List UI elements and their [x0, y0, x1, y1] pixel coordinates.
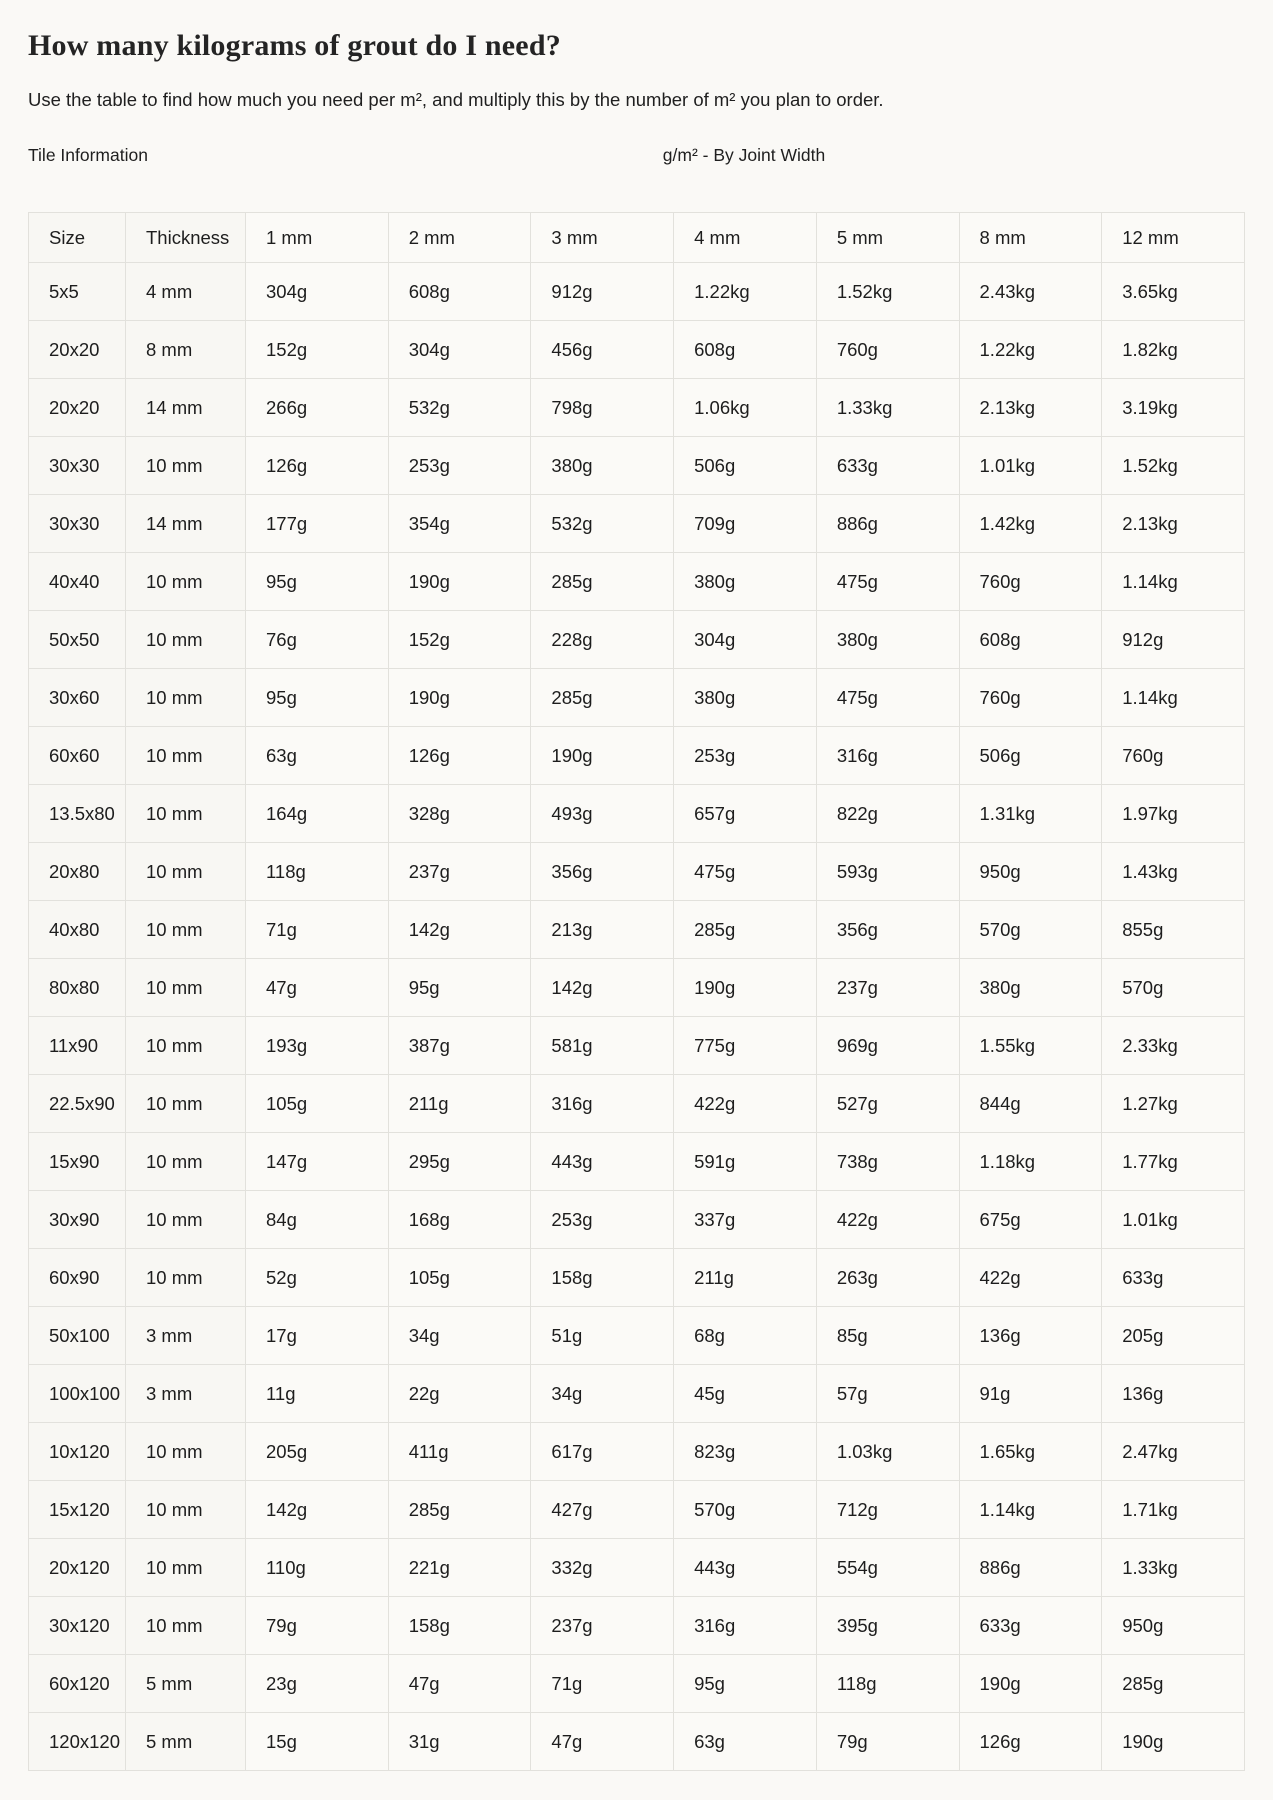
- column-header-3-mm: 3 mm: [531, 213, 674, 263]
- grout-value-cell: 475g: [674, 843, 817, 901]
- grout-value-cell: 328g: [388, 785, 531, 843]
- grout-value-cell: 1.27kg: [1102, 1075, 1245, 1133]
- table-row: [29, 1655, 1245, 1713]
- grout-value-cell: 411g: [388, 1423, 531, 1481]
- table-row: [29, 901, 1245, 959]
- grout-value-cell: 1.33kg: [816, 379, 959, 437]
- grout-value-cell: 190g: [531, 727, 674, 785]
- grout-value-cell: 532g: [388, 379, 531, 437]
- grout-value-cell: 68g: [674, 1307, 817, 1365]
- grout-value-cell: 657g: [674, 785, 817, 843]
- grout-value-cell: 285g: [1102, 1655, 1245, 1713]
- size-cell: 30x120: [29, 1597, 126, 1655]
- thickness-cell: 5 mm: [126, 1713, 246, 1771]
- size-cell: 11x90: [29, 1017, 126, 1075]
- grout-value-cell: 147g: [246, 1133, 389, 1191]
- thickness-cell: 10 mm: [126, 1597, 246, 1655]
- size-cell: 15x90: [29, 1133, 126, 1191]
- grout-value-cell: 1.65kg: [959, 1423, 1102, 1481]
- grout-value-cell: 142g: [531, 959, 674, 1017]
- grout-value-cell: 71g: [246, 901, 389, 959]
- grout-value-cell: 3.19kg: [1102, 379, 1245, 437]
- size-cell: 30x90: [29, 1191, 126, 1249]
- grout-value-cell: 1.01kg: [1102, 1191, 1245, 1249]
- grout-value-cell: 285g: [531, 553, 674, 611]
- grout-value-cell: 775g: [674, 1017, 817, 1075]
- size-cell: 20x20: [29, 379, 126, 437]
- grout-value-cell: 456g: [531, 321, 674, 379]
- grout-value-cell: 45g: [674, 1365, 817, 1423]
- thickness-cell: 3 mm: [126, 1365, 246, 1423]
- thickness-cell: 14 mm: [126, 495, 246, 553]
- thickness-cell: 10 mm: [126, 1133, 246, 1191]
- table-row: [29, 437, 1245, 495]
- grout-value-cell: 47g: [246, 959, 389, 1017]
- table-row: [29, 1481, 1245, 1539]
- size-cell: 13.5x80: [29, 785, 126, 843]
- grout-table-body: [29, 263, 1245, 1771]
- table-row: [29, 1075, 1245, 1133]
- thickness-cell: 10 mm: [126, 843, 246, 901]
- size-cell: 22.5x90: [29, 1075, 126, 1133]
- grout-value-cell: 15g: [246, 1713, 389, 1771]
- table-row: [29, 321, 1245, 379]
- grout-value-cell: 354g: [388, 495, 531, 553]
- grout-value-cell: 1.55kg: [959, 1017, 1102, 1075]
- table-row: [29, 727, 1245, 785]
- thickness-cell: 3 mm: [126, 1307, 246, 1365]
- grout-value-cell: 253g: [388, 437, 531, 495]
- grout-value-cell: 2.13kg: [1102, 495, 1245, 553]
- grout-value-cell: 304g: [246, 263, 389, 321]
- table-row: [29, 1365, 1245, 1423]
- grout-value-cell: 11g: [246, 1365, 389, 1423]
- grout-value-cell: 142g: [246, 1481, 389, 1539]
- grout-value-cell: 422g: [959, 1249, 1102, 1307]
- column-header-thickness: Thickness: [126, 213, 246, 263]
- grout-value-cell: 633g: [816, 437, 959, 495]
- grout-value-cell: 1.03kg: [816, 1423, 959, 1481]
- grout-value-cell: 506g: [959, 727, 1102, 785]
- grout-value-cell: 912g: [531, 263, 674, 321]
- grout-value-cell: 380g: [674, 553, 817, 611]
- grout-value-cell: 709g: [674, 495, 817, 553]
- grout-value-cell: 395g: [816, 1597, 959, 1655]
- grout-value-cell: 126g: [959, 1713, 1102, 1771]
- grout-value-cell: 205g: [1102, 1307, 1245, 1365]
- grout-value-cell: 760g: [959, 553, 1102, 611]
- grout-value-cell: 591g: [674, 1133, 817, 1191]
- thickness-cell: 10 mm: [126, 727, 246, 785]
- size-cell: 30x30: [29, 437, 126, 495]
- grout-value-cell: 593g: [816, 843, 959, 901]
- grout-value-cell: 76g: [246, 611, 389, 669]
- grout-value-cell: 798g: [531, 379, 674, 437]
- column-header-size: Size: [29, 213, 126, 263]
- column-header-2-mm: 2 mm: [388, 213, 531, 263]
- grout-value-cell: 190g: [1102, 1713, 1245, 1771]
- size-cell: 20x80: [29, 843, 126, 901]
- grout-value-cell: 57g: [816, 1365, 959, 1423]
- grout-value-cell: 158g: [388, 1597, 531, 1655]
- size-cell: 30x30: [29, 495, 126, 553]
- thickness-cell: 10 mm: [126, 1481, 246, 1539]
- grout-value-cell: 823g: [674, 1423, 817, 1481]
- grout-value-cell: 950g: [959, 843, 1102, 901]
- size-cell: 20x20: [29, 321, 126, 379]
- size-cell: 50x100: [29, 1307, 126, 1365]
- grout-value-cell: 3.65kg: [1102, 263, 1245, 321]
- grout-value-cell: 380g: [959, 959, 1102, 1017]
- table-row: [29, 553, 1245, 611]
- grout-value-cell: 34g: [388, 1307, 531, 1365]
- grout-value-cell: 356g: [816, 901, 959, 959]
- grout-value-cell: 213g: [531, 901, 674, 959]
- table-captions: [28, 145, 1245, 166]
- thickness-cell: 10 mm: [126, 1423, 246, 1481]
- size-cell: 50x50: [29, 611, 126, 669]
- grout-value-cell: 237g: [388, 843, 531, 901]
- grout-value-cell: 675g: [959, 1191, 1102, 1249]
- grout-value-cell: 380g: [531, 437, 674, 495]
- grout-value-cell: 253g: [531, 1191, 674, 1249]
- grout-value-cell: 152g: [246, 321, 389, 379]
- thickness-cell: 10 mm: [126, 1539, 246, 1597]
- table-row: [29, 843, 1245, 901]
- grout-value-cell: 51g: [531, 1307, 674, 1365]
- table-row: [29, 1249, 1245, 1307]
- thickness-cell: 4 mm: [126, 263, 246, 321]
- grout-value-cell: 1.06kg: [674, 379, 817, 437]
- thickness-cell: 10 mm: [126, 1017, 246, 1075]
- grout-value-cell: 95g: [246, 669, 389, 727]
- grout-value-cell: 1.77kg: [1102, 1133, 1245, 1191]
- grout-value-cell: 337g: [674, 1191, 817, 1249]
- grout-value-cell: 47g: [388, 1655, 531, 1713]
- grout-value-cell: 63g: [674, 1713, 817, 1771]
- page-title: How many kilograms of grout do I need?: [28, 29, 561, 62]
- grout-value-cell: 1.52kg: [1102, 437, 1245, 495]
- column-header-1-mm: 1 mm: [246, 213, 389, 263]
- thickness-cell: 10 mm: [126, 1249, 246, 1307]
- size-cell: 15x120: [29, 1481, 126, 1539]
- thickness-cell: 8 mm: [126, 321, 246, 379]
- grout-value-cell: 118g: [816, 1655, 959, 1713]
- size-cell: 30x60: [29, 669, 126, 727]
- thickness-cell: 10 mm: [126, 901, 246, 959]
- size-cell: 100x100: [29, 1365, 126, 1423]
- grout-value-cell: 570g: [959, 901, 1102, 959]
- grout-value-cell: 886g: [816, 495, 959, 553]
- grout-value-cell: 2.43kg: [959, 263, 1102, 321]
- grout-value-cell: 608g: [674, 321, 817, 379]
- grout-value-cell: 285g: [388, 1481, 531, 1539]
- column-header-8-mm: 8 mm: [959, 213, 1102, 263]
- table-row: [29, 959, 1245, 1017]
- grout-value-cell: 950g: [1102, 1597, 1245, 1655]
- grout-value-cell: 422g: [674, 1075, 817, 1133]
- grout-value-cell: 142g: [388, 901, 531, 959]
- grout-value-cell: 304g: [388, 321, 531, 379]
- thickness-cell: 10 mm: [126, 1191, 246, 1249]
- grout-value-cell: 177g: [246, 495, 389, 553]
- grout-value-cell: 443g: [674, 1539, 817, 1597]
- grout-value-cell: 205g: [246, 1423, 389, 1481]
- size-cell: 60x90: [29, 1249, 126, 1307]
- table-row: [29, 263, 1245, 321]
- grout-value-cell: 422g: [816, 1191, 959, 1249]
- grout-value-cell: 633g: [1102, 1249, 1245, 1307]
- grout-value-cell: 237g: [816, 959, 959, 1017]
- grout-value-cell: 285g: [674, 901, 817, 959]
- grout-value-cell: 1.33kg: [1102, 1539, 1245, 1597]
- grout-value-cell: 190g: [388, 669, 531, 727]
- grout-value-cell: 118g: [246, 843, 389, 901]
- grout-value-cell: 52g: [246, 1249, 389, 1307]
- grout-value-cell: 1.43kg: [1102, 843, 1245, 901]
- thickness-cell: 10 mm: [126, 437, 246, 495]
- grout-value-cell: 23g: [246, 1655, 389, 1713]
- grout-value-cell: 71g: [531, 1655, 674, 1713]
- grout-value-cell: 760g: [816, 321, 959, 379]
- column-header-12-mm: 12 mm: [1102, 213, 1245, 263]
- size-cell: 10x120: [29, 1423, 126, 1481]
- grout-value-cell: 1.22kg: [959, 321, 1102, 379]
- grout-value-cell: 304g: [674, 611, 817, 669]
- thickness-cell: 10 mm: [126, 785, 246, 843]
- grout-value-cell: 380g: [816, 611, 959, 669]
- grout-value-cell: 266g: [246, 379, 389, 437]
- size-cell: 5x5: [29, 263, 126, 321]
- grout-value-cell: 506g: [674, 437, 817, 495]
- grout-value-cell: 387g: [388, 1017, 531, 1075]
- grout-value-cell: 190g: [674, 959, 817, 1017]
- grout-value-cell: 253g: [674, 727, 817, 785]
- grout-value-cell: 136g: [959, 1307, 1102, 1365]
- size-cell: 120x120: [29, 1713, 126, 1771]
- grout-value-cell: 554g: [816, 1539, 959, 1597]
- grout-value-cell: 443g: [531, 1133, 674, 1191]
- grout-value-cell: 152g: [388, 611, 531, 669]
- size-cell: 40x80: [29, 901, 126, 959]
- grout-value-cell: 211g: [674, 1249, 817, 1307]
- grout-table-head: [29, 213, 1245, 263]
- grout-value-cell: 193g: [246, 1017, 389, 1075]
- grout-value-cell: 126g: [388, 727, 531, 785]
- grout-value-cell: 34g: [531, 1365, 674, 1423]
- grout-value-cell: 158g: [531, 1249, 674, 1307]
- column-header-4-mm: 4 mm: [674, 213, 817, 263]
- size-cell: 60x60: [29, 727, 126, 785]
- table-row: [29, 611, 1245, 669]
- grout-value-cell: 190g: [959, 1655, 1102, 1713]
- grout-value-cell: 2.13kg: [959, 379, 1102, 437]
- grout-value-cell: 2.47kg: [1102, 1423, 1245, 1481]
- caption-tile-information: Tile Information: [28, 145, 148, 165]
- grout-value-cell: 85g: [816, 1307, 959, 1365]
- grout-value-cell: 221g: [388, 1539, 531, 1597]
- grout-value-cell: 969g: [816, 1017, 959, 1075]
- grout-value-cell: 1.18kg: [959, 1133, 1102, 1191]
- table-row: [29, 495, 1245, 553]
- table-row: [29, 1017, 1245, 1075]
- grout-value-cell: 31g: [388, 1713, 531, 1771]
- grout-value-cell: 608g: [959, 611, 1102, 669]
- grout-value-cell: 316g: [816, 727, 959, 785]
- grout-value-cell: 886g: [959, 1539, 1102, 1597]
- table-row: [29, 1191, 1245, 1249]
- grout-value-cell: 79g: [816, 1713, 959, 1771]
- grout-value-cell: 1.14kg: [1102, 553, 1245, 611]
- grout-value-cell: 912g: [1102, 611, 1245, 669]
- thickness-cell: 14 mm: [126, 379, 246, 437]
- grout-value-cell: 316g: [674, 1597, 817, 1655]
- grout-value-cell: 738g: [816, 1133, 959, 1191]
- grout-value-cell: 427g: [531, 1481, 674, 1539]
- grout-table: [28, 212, 1245, 1771]
- thickness-cell: 10 mm: [126, 611, 246, 669]
- grout-value-cell: 63g: [246, 727, 389, 785]
- grout-value-cell: 712g: [816, 1481, 959, 1539]
- grout-value-cell: 47g: [531, 1713, 674, 1771]
- grout-value-cell: 822g: [816, 785, 959, 843]
- grout-value-cell: 105g: [388, 1249, 531, 1307]
- thickness-cell: 10 mm: [126, 1075, 246, 1133]
- grout-value-cell: 1.14kg: [959, 1481, 1102, 1539]
- grout-value-cell: 332g: [531, 1539, 674, 1597]
- grout-value-cell: 1.71kg: [1102, 1481, 1245, 1539]
- grout-value-cell: 608g: [388, 263, 531, 321]
- grout-value-cell: 22g: [388, 1365, 531, 1423]
- grout-value-cell: 168g: [388, 1191, 531, 1249]
- size-cell: 20x120: [29, 1539, 126, 1597]
- grout-value-cell: 285g: [531, 669, 674, 727]
- grout-value-cell: 1.52kg: [816, 263, 959, 321]
- grout-value-cell: 532g: [531, 495, 674, 553]
- grout-value-cell: 110g: [246, 1539, 389, 1597]
- column-header-5-mm: 5 mm: [816, 213, 959, 263]
- grout-value-cell: 95g: [246, 553, 389, 611]
- grout-value-cell: 95g: [674, 1655, 817, 1713]
- grout-value-cell: 617g: [531, 1423, 674, 1481]
- grout-value-cell: 581g: [531, 1017, 674, 1075]
- grout-value-cell: 2.33kg: [1102, 1017, 1245, 1075]
- grout-value-cell: 1.82kg: [1102, 321, 1245, 379]
- grout-value-cell: 1.97kg: [1102, 785, 1245, 843]
- grout-value-cell: 760g: [1102, 727, 1245, 785]
- grout-value-cell: 493g: [531, 785, 674, 843]
- grout-value-cell: 17g: [246, 1307, 389, 1365]
- thickness-cell: 5 mm: [126, 1655, 246, 1713]
- grout-value-cell: 79g: [246, 1597, 389, 1655]
- grout-value-cell: 855g: [1102, 901, 1245, 959]
- table-row: [29, 1307, 1245, 1365]
- grout-value-cell: 91g: [959, 1365, 1102, 1423]
- grout-value-cell: 1.01kg: [959, 437, 1102, 495]
- grout-value-cell: 1.42kg: [959, 495, 1102, 553]
- size-cell: 80x80: [29, 959, 126, 1017]
- grout-value-cell: 190g: [388, 553, 531, 611]
- page-subtitle: Use the table to find how much you need per m², and multiply this by the number of m² you plan to order.: [28, 89, 884, 110]
- grout-value-cell: 95g: [388, 959, 531, 1017]
- grout-value-cell: 633g: [959, 1597, 1102, 1655]
- grout-value-cell: 295g: [388, 1133, 531, 1191]
- grout-value-cell: 527g: [816, 1075, 959, 1133]
- grout-value-cell: 1.14kg: [1102, 669, 1245, 727]
- table-row: [29, 1713, 1245, 1771]
- size-cell: 40x40: [29, 553, 126, 611]
- grout-value-cell: 228g: [531, 611, 674, 669]
- grout-value-cell: 356g: [531, 843, 674, 901]
- grout-value-cell: 475g: [816, 669, 959, 727]
- table-row: [29, 379, 1245, 437]
- grout-value-cell: 760g: [959, 669, 1102, 727]
- grout-value-cell: 380g: [674, 669, 817, 727]
- grout-value-cell: 844g: [959, 1075, 1102, 1133]
- table-row: [29, 669, 1245, 727]
- header-row: [29, 213, 1245, 263]
- grout-value-cell: 263g: [816, 1249, 959, 1307]
- grout-value-cell: 1.31kg: [959, 785, 1102, 843]
- caption-joint-width: g/m² - By Joint Width: [662, 145, 826, 165]
- table-row: [29, 1539, 1245, 1597]
- thickness-cell: 10 mm: [126, 669, 246, 727]
- table-row: [29, 785, 1245, 843]
- grout-value-cell: 316g: [531, 1075, 674, 1133]
- grout-value-cell: 1.22kg: [674, 263, 817, 321]
- grout-value-cell: 126g: [246, 437, 389, 495]
- table-row: [29, 1597, 1245, 1655]
- grout-value-cell: 84g: [246, 1191, 389, 1249]
- grout-value-cell: 105g: [246, 1075, 389, 1133]
- grout-value-cell: 570g: [1102, 959, 1245, 1017]
- grout-value-cell: 237g: [531, 1597, 674, 1655]
- thickness-cell: 10 mm: [126, 553, 246, 611]
- size-cell: 60x120: [29, 1655, 126, 1713]
- table-row: [29, 1133, 1245, 1191]
- grout-value-cell: 136g: [1102, 1365, 1245, 1423]
- grout-value-cell: 211g: [388, 1075, 531, 1133]
- grout-value-cell: 570g: [674, 1481, 817, 1539]
- thickness-cell: 10 mm: [126, 959, 246, 1017]
- grout-value-cell: 475g: [816, 553, 959, 611]
- table-row: [29, 1423, 1245, 1481]
- grout-value-cell: 164g: [246, 785, 389, 843]
